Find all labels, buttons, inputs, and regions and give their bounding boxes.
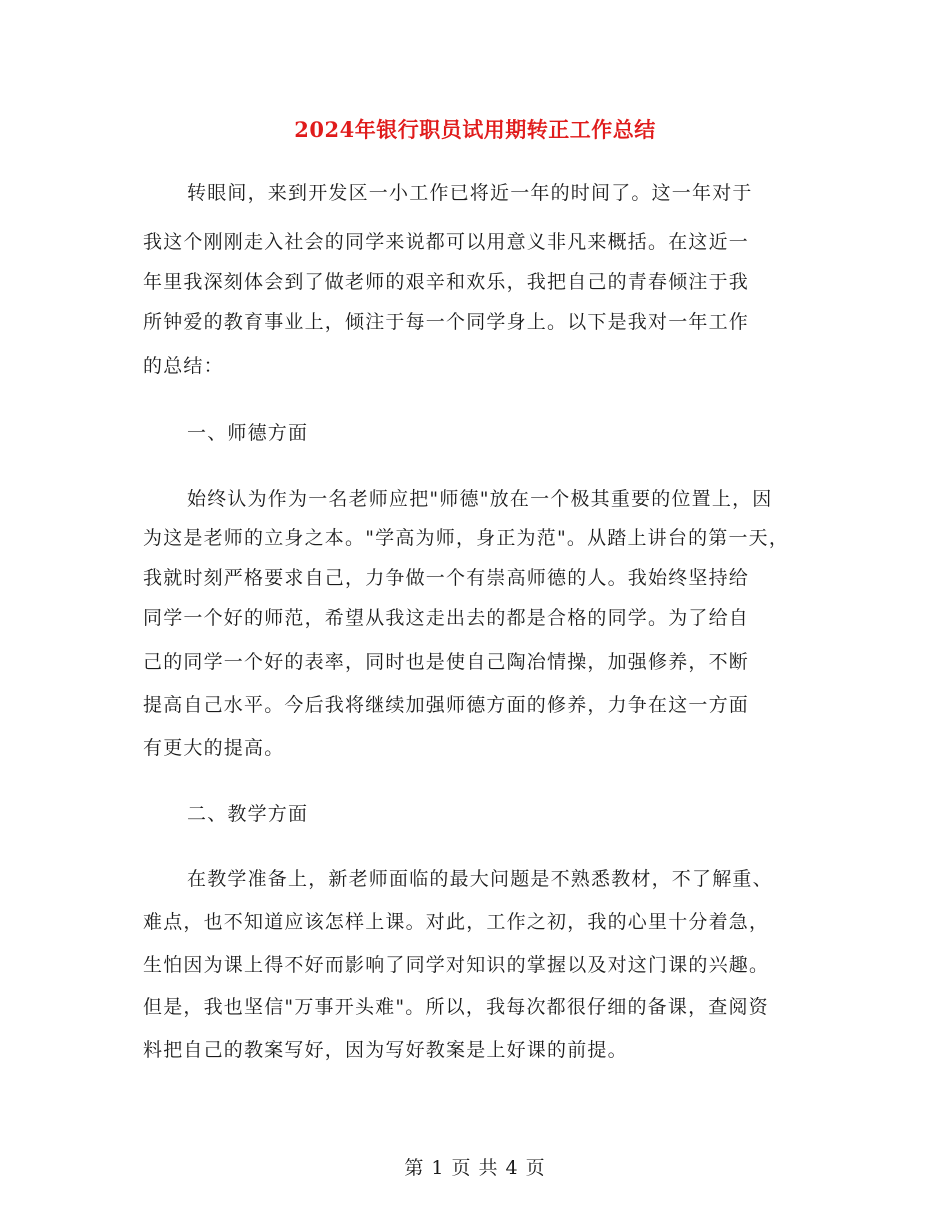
paragraph-line: 在教学准备上，新老师面临的最大问题是不熟悉教材，不了解重、 [187, 868, 773, 890]
section-heading: 一、师德方面 [187, 422, 309, 444]
paragraph-line: 有更大的提高。 [143, 737, 285, 759]
paragraph-line: 我这个刚刚走入社会的同学来说都可以用意义非凡来概括。在这近一 [143, 231, 750, 253]
paragraph-line: 料把自己的教案写好，因为写好教案是上好课的前提。 [143, 1039, 628, 1061]
paragraph-line: 己的同学一个好的表率，同时也是使自己陶冶情操，加强修养，不断 [143, 651, 750, 673]
paragraph-line: 转眼间，来到开发区一小工作已将近一年的时间了。这一年对于 [187, 182, 753, 204]
paragraph-line: 年里我深刻体会到了做老师的艰辛和欢乐，我把自己的青春倾注于我 [143, 271, 750, 293]
paragraph-line: 始终认为作为一名老师应把"师德"放在一个极其重要的位置上，因 [187, 488, 773, 510]
paragraph-line: 同学一个好的师范，希望从我这走出去的都是合格的同学。为了给自 [143, 607, 750, 629]
document-title: 2024年银行职员试用期转正工作总结 [294, 117, 656, 142]
paragraph-line: 生怕因为课上得不好而影响了同学对知识的掌握以及对这门课的兴趣。 [143, 954, 770, 976]
paragraph-line: 为这是老师的立身之本。"学高为师，身正为范"。从踏上讲台的第一天， [143, 527, 790, 549]
paragraph-line: 的总结： [143, 355, 224, 377]
paragraph-line: 我就时刻严格要求自己，力争做一个有崇高师德的人。我始终坚持给 [143, 567, 750, 589]
paragraph-line: 难点，也不知道应该怎样上课。对此，工作之初，我的心里十分着急， [143, 911, 770, 933]
section-heading: 二、教学方面 [187, 803, 309, 825]
paragraph-line: 但是，我也坚信"万事开头难"。所以，我每次都很仔细的备课，查阅资 [143, 996, 769, 1018]
paragraph-line: 所钟爱的教育事业上，倾注于每一个同学身上。以下是我对一年工作 [143, 311, 750, 333]
paragraph-line: 提高自己水平。今后我将继续加强师德方面的修养，力争在这一方面 [143, 694, 750, 716]
page-footer: 第 1 页 共 4 页 [404, 1157, 546, 1179]
